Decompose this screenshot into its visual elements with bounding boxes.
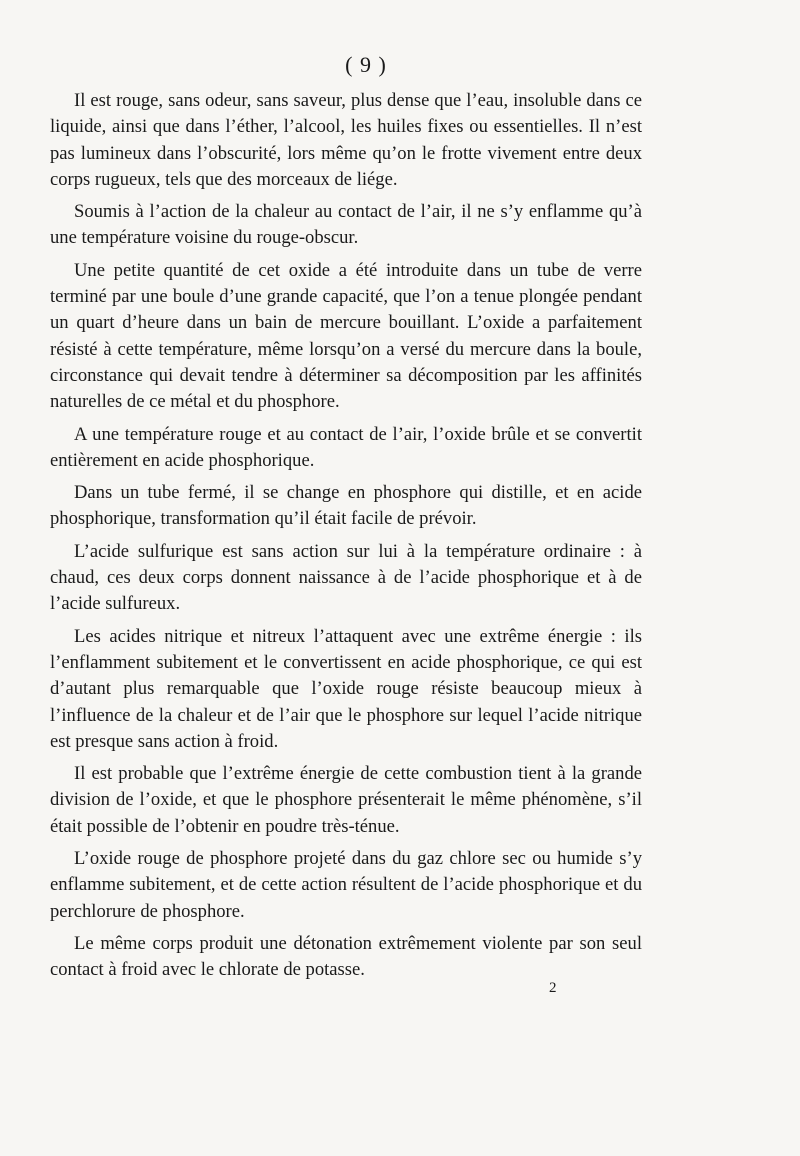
paragraph: Les acides nitrique et nitreux l’attaquent avec une extrême énergie : ils l’enflamment subitement et le convertissent en acide phosphorique, ce qui est d’autant plus remarquable que l’oxide rouge résiste beaucoup mieux à l’influence de la chaleur et de l’air que le phosphore sur lequel l’acide nitrique est presque sans action à froid. <box>50 625 642 752</box>
paragraph: L’acide sulfurique est sans action sur lui à la température ordinaire : à chaud, ces deux corps donnent naissance à de l’acide phosphorique et à de l’acide sulfureux. <box>50 540 642 615</box>
paragraph: Soumis à l’action de la chaleur au contact de l’air, il ne s’y enflamme qu’à une température voisine du rouge-obscur. <box>50 201 642 249</box>
signature-mark: 2 <box>549 980 557 996</box>
paragraph: Dans un tube fermé, il se change en phosphore qui distille, et en acide phosphorique, transformation qu’il était facile de prévoir. <box>50 482 642 530</box>
paragraph: Il est probable que l’extrême énergie de cette combustion tient à la grande division de l’oxide, et que le phosphore présenterait le même phénomène, s’il était possible de l’obtenir en poudre très-ténue. <box>50 763 642 837</box>
paragraph: A une température rouge et au contact de l’air, l’oxide brûle et se convertit entièrement en acide phosphorique. <box>50 423 642 471</box>
paragraph: Le même corps produit une détonation extrêmement violente par son seul contact à froid avec le chlorate de potasse. <box>50 932 642 981</box>
paragraph: Une petite quantité de cet oxide a été introduite dans un tube de verre terminé par une boule d’une grande capacité, que l’on a tenue plongée pendant un quart d’heure dans un bain de mercure bouillant. L’oxide a parfaitement résisté à cette température, même lorsqu’on a versé du mercure dans la boule, circonstance qui devait tendre à déterminer sa décomposition par les affinités naturelles de ce métal et du phosphore. <box>50 259 642 413</box>
body-text <box>50 88 642 984</box>
paragraph: L’oxide rouge de phosphore projeté dans du gaz chlore sec ou humide s’y enflamme subitement, et de cette action résultent de l’acide phosphorique et du perchlorure de phosphore. <box>50 848 642 922</box>
paragraph: Il est rouge, sans odeur, sans saveur, plus dense que l’eau, insoluble dans ce liquide, ainsi que dans l’éther, l’alcool, les huiles fixes ou essentielles. Il n’est pas lumineux dans l’obscurité, lors même qu’on le frotte vivement entre deux corps rugueux, tels que des morceaux de liége. <box>50 90 642 190</box>
page-number: ( 9 ) <box>345 52 387 77</box>
